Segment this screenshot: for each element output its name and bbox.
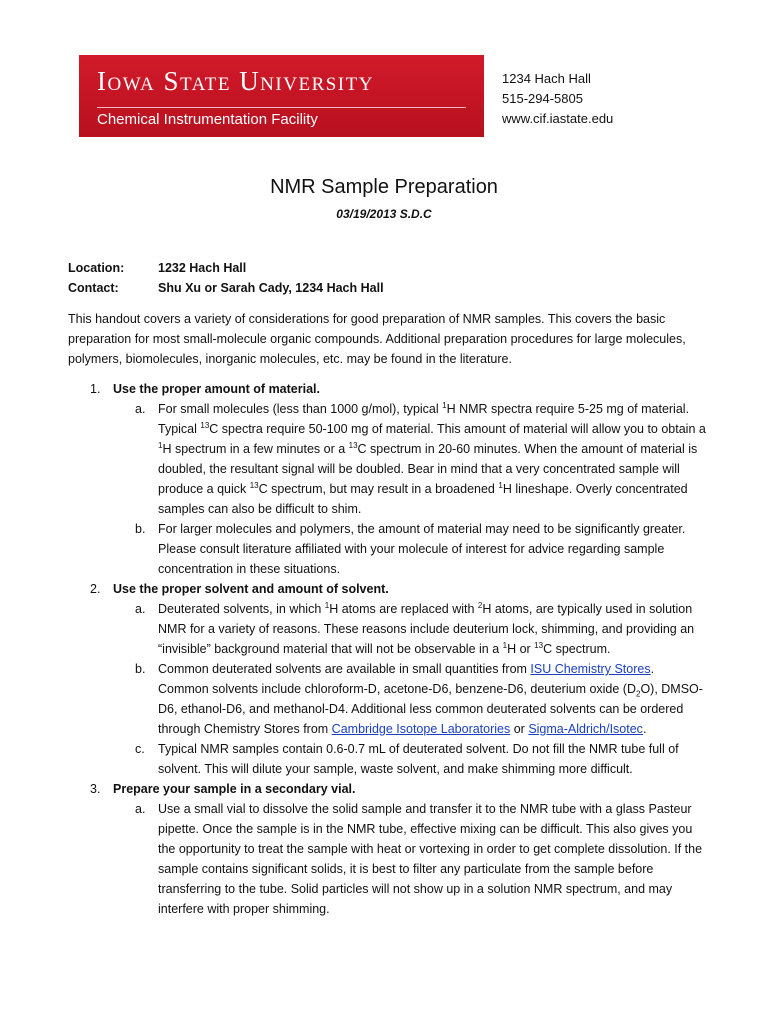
document-body [68, 309, 708, 919]
substep-letter: a. [135, 802, 146, 816]
text-run: For small molecules (less than 1000 g/mol), typical [158, 402, 443, 416]
step-number: 3. [90, 782, 101, 796]
step-number: 1. [90, 382, 101, 396]
location-row [68, 258, 384, 278]
facility-name: Chemical Instrumentation Facility [97, 111, 318, 128]
superscript: 13 [534, 640, 544, 650]
superscript: 2 [477, 600, 483, 610]
superscript: 1 [442, 400, 447, 410]
text-run: C spectra require 50-100 mg of material. This amount of material will allow you to obtain a [209, 422, 706, 436]
text-run: H NMR spectra require 5-25 mg of material. Typical [158, 402, 690, 436]
superscript: 1 [324, 600, 330, 610]
document-date: 03/19/2013 S.D.C [336, 207, 432, 221]
step-2 [68, 579, 708, 779]
text-run: Use a small vial to dissolve the solid sample and transfer it to the NMR tube with a glass Pasteur pipette. Once the sample is in the NMR tube, effective mixing can be difficult. This also gives you the opportunity to treat the sample with heat or vortexing in order to get complete dissolution. If the sample contains significant solids, it is best to filter any particulate from the sample before transferring to the tube. Solid particles will not show up in a solution NMR spectrum, and may interfere with proper shimming. [158, 802, 703, 916]
step-heading: Use the proper solvent and amount of solvent. [113, 582, 389, 596]
superscript: 13 [249, 480, 259, 490]
superscript: 1 [158, 440, 163, 450]
info-block [68, 258, 384, 298]
substep-letter: a. [135, 602, 146, 616]
substeps-list [113, 799, 708, 919]
substep-1b [113, 519, 708, 579]
step-3 [68, 779, 708, 919]
substep-2c [113, 739, 708, 779]
header-address: 1234 Hach Hall [502, 71, 591, 86]
text-run: Common deuterated solvents are available in small quantities from [158, 662, 531, 676]
step-heading: Use the proper amount of material. [113, 382, 320, 396]
contact-row [68, 278, 384, 298]
header-website: www.cif.iastate.edu [502, 111, 614, 126]
cambridge-isotope-link[interactable]: Cambridge Isotope Laboratories [331, 722, 511, 736]
text-run: H atoms, are typically used in solution NMR for a variety of reasons. These reasons include deuterium lock, shimming, and providing an “invisible” background material that will not be observable in a [158, 602, 695, 656]
text-run: H atoms are replaced with [329, 602, 478, 616]
substep-1a [113, 399, 708, 519]
sigma-aldrich-link[interactable]: Sigma-Aldrich/Isotec [528, 722, 643, 736]
text-run: O), DMSO-D6, ethanol-D6, and methanol-D4. Additional less common deuterated solvents can be ordered through Chemistry Stores from [158, 682, 703, 736]
superscript: 13 [200, 420, 210, 430]
contact-label: Contact: [68, 281, 119, 295]
university-name: Iowa State University [97, 66, 374, 96]
text-run: C spectrum. [543, 642, 611, 656]
step-heading: Prepare your sample in a secondary vial. [113, 782, 356, 796]
substep-letter: c. [135, 742, 145, 756]
substep-letter: b. [135, 522, 146, 536]
text-run: C spectrum, but may result in a broadened [258, 482, 499, 496]
contact-value: Shu Xu or Sarah Cady, 1234 Hach Hall [158, 281, 384, 295]
location-label: Location: [68, 261, 125, 275]
superscript: 1 [502, 640, 508, 650]
substep-2b [113, 659, 708, 739]
substep-letter: b. [135, 662, 146, 676]
substeps-list [113, 399, 708, 579]
text-run: or [510, 722, 529, 736]
text-run: For larger molecules and polymers, the amount of material may need to be significantly greater. Please consult literature affiliated with your molecule of interest for advice regarding sample concentration in these situations. [158, 522, 686, 576]
text-run: H lineshape. Overly concentrated samples can also be difficult to shim. [158, 482, 688, 516]
text-run: . [642, 722, 647, 736]
text-run: C spectrum in 20-60 minutes. When the amount of material is doubled, the resultant signal will be doubled. Bear in mind that a very concentrated sample will produce a quick [158, 442, 698, 496]
text-run: . Common solvents include chloroform-D, acetone-D6, benzene-D6, deuterium oxide (D [158, 662, 655, 696]
banner-divider [97, 107, 466, 108]
intro-paragraph: This handout covers a variety of considerations for good preparation of NMR samples. This covers the basic preparation for most small-molecule organic compounds. Additional preparation procedures for large molecules, polymers, biomolecules, inorganic molecules, etc. may be found in the literature. [68, 312, 686, 366]
superscript: 13 [348, 440, 358, 450]
steps-list [68, 379, 708, 919]
substep-letter: a. [135, 402, 146, 416]
substep-3a [113, 799, 708, 919]
university-banner-logo [79, 55, 484, 137]
step-number: 2. [90, 582, 101, 596]
page-title: NMR Sample Preparation [270, 176, 498, 198]
text-run: H spectrum in a few minutes or a [162, 442, 349, 456]
isu-chemistry-stores-link[interactable]: ISU Chemistry Stores [530, 662, 651, 676]
text-run: Typical NMR samples contain 0.6-0.7 mL of deuterated solvent. Do not fill the NMR tube full of solvent. This will dilute your sample, waste solvent, and make shimming more difficult. [158, 742, 679, 776]
superscript: 1 [498, 480, 503, 490]
substep-2a [113, 599, 708, 659]
step-1 [68, 379, 708, 579]
subscript: 2 [636, 689, 641, 699]
text-run: H or [507, 642, 535, 656]
header-phone: 515-294-5805 [502, 91, 583, 106]
header-contact [502, 69, 613, 129]
substeps-list [113, 599, 708, 779]
text-run: Deuterated solvents, in which [158, 602, 325, 616]
location-value: 1232 Hach Hall [158, 261, 247, 275]
